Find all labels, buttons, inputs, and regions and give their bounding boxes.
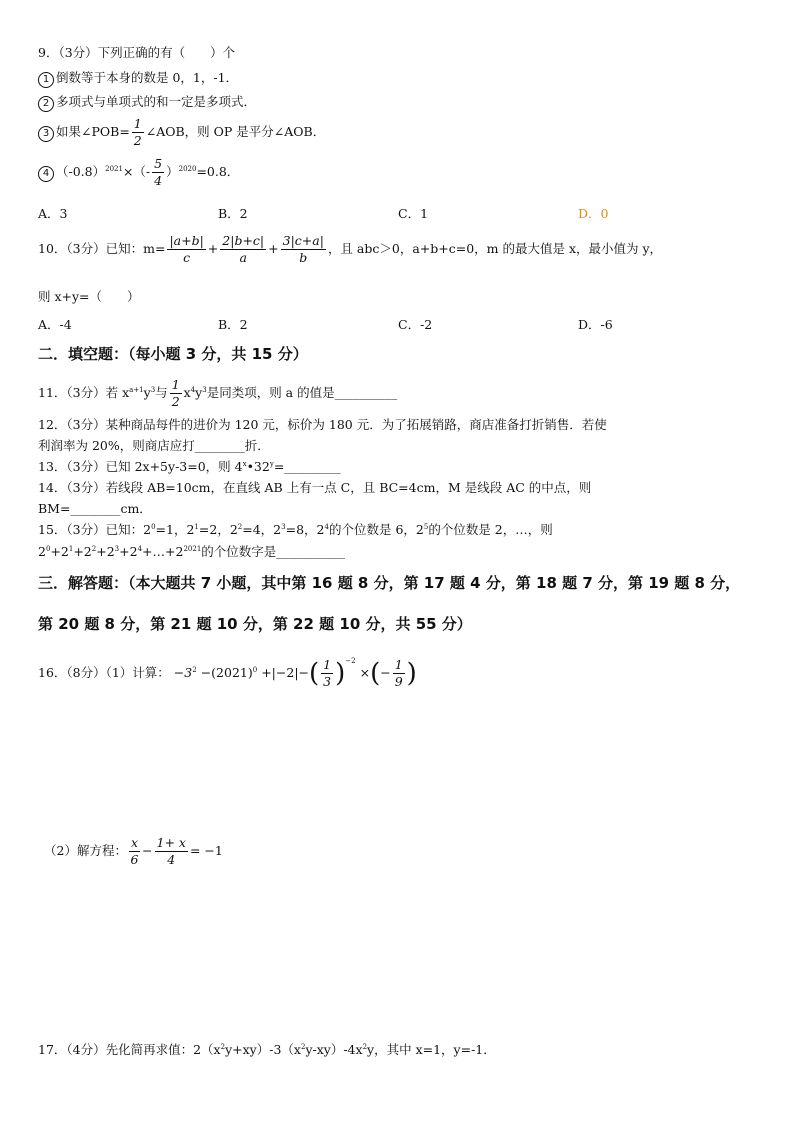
frac-den: c [183, 249, 191, 265]
exponent: 2 [300, 1043, 306, 1051]
circled-number-2: 2 [38, 96, 54, 112]
q9-statement-4 [38, 157, 239, 188]
q10-stem [38, 234, 662, 265]
circled-number-3: 3 [38, 126, 54, 142]
q15-t4: =8，2 [285, 522, 325, 537]
exponent: 3 [281, 523, 286, 531]
q16-part-1 [38, 658, 417, 689]
section-3-heading-line-1: 三．解答题：（本大题共 7 小题，其中第 16 题 8 分，第 17 题 4 分，第 18 题 7 分，第 19 题 8 分， [38, 574, 741, 592]
q16-expr2: − [200, 664, 212, 680]
fraction-one-half [170, 378, 182, 409]
exponent: 3 [114, 545, 120, 553]
circled-number-1: 1 [38, 72, 54, 88]
q11-f: 是同类项，则 a 的值是__________ [206, 384, 398, 400]
q15-line-2 [38, 546, 345, 559]
q10-options [38, 315, 758, 333]
q9-s3-text-b: ∠AOB，则 OP 是平分∠AOB． [145, 123, 326, 139]
q16-part-2-label: （2）解方程： [44, 842, 127, 858]
q16-expr3: +|−2|− [261, 664, 309, 680]
q16-eq-rhs: = −1 [189, 842, 223, 858]
frac-den: 4 [167, 851, 176, 867]
q10-fraction-3 [281, 234, 326, 265]
exponent: 3 [150, 385, 156, 394]
exponent: a+1 [129, 385, 144, 394]
frac-den: 4 [154, 172, 163, 188]
q16-2021: (2021) [211, 664, 253, 680]
frac-den: 2 [133, 132, 142, 148]
q11-d: x [183, 384, 191, 400]
q15-a: 15．（3分）已知：2 [38, 522, 152, 537]
q9-s3-text-a: 如果∠POB= [56, 123, 130, 139]
exponent: 4 [190, 385, 196, 394]
q15-l2-b: +2 [50, 544, 69, 559]
section-2-heading: 二．填空题：（每小题 3 分，共 15 分） [38, 345, 308, 363]
frac-den: 3 [323, 673, 332, 689]
q13-c: =_________ [273, 459, 341, 474]
right-paren: ) [335, 658, 346, 689]
q9-options [38, 204, 758, 222]
exponent: 0 [45, 545, 51, 553]
section-3-heading-line-2: 第 20 题 8 分，第 21 题 10 分，第 22 题 10 分，共 55 分） [38, 615, 472, 633]
exponent: x [242, 460, 247, 468]
q10-stem-b: ，且 abc＞0，a+b+c=0，m 的最大值是 x，最小值为 y， [327, 240, 663, 256]
frac-num: 1 [394, 657, 403, 672]
minus-sign: − [380, 664, 391, 680]
q17-b: y+xy）-3（x [225, 1042, 301, 1057]
q9-option-d[interactable]: D．0 [578, 206, 609, 221]
q9-stem: 9．（3分）下列正确的有（ ）个 [38, 45, 236, 60]
fraction-one-ninth [393, 658, 405, 689]
right-paren: ) [406, 658, 417, 689]
exponent: 2 [192, 665, 197, 674]
exponent: −2 [345, 656, 356, 665]
q15-l2-d: +2 [96, 544, 115, 559]
q9-statement-1 [38, 72, 238, 88]
frac-den: a [239, 249, 247, 265]
q9-statement-2 [38, 96, 256, 112]
q11-b: y [143, 384, 151, 400]
fraction-1px-over-4 [155, 836, 188, 867]
q12-line-2: 利润率为 20%，则商店应打________折． [38, 438, 270, 453]
q15-l2-a: 2 [38, 544, 46, 559]
plus-sign: + [207, 240, 219, 256]
q9-s4-a: （-0.8） [56, 163, 106, 179]
q15-l2-c: +2 [73, 544, 92, 559]
q9-s1-text: 倒数等于本身的数是 0，1，-1． [56, 70, 239, 85]
q15-l2-h: 的个位数字是___________ [201, 544, 346, 559]
q9-s4-d: =0.8． [196, 163, 240, 179]
q11-c: 与 [155, 384, 168, 400]
q15-l2-f: +2 [119, 544, 138, 559]
q17-c: y-xy）-4x [305, 1042, 363, 1057]
q17 [38, 1044, 496, 1057]
frac-num: 1 [323, 657, 332, 672]
q14-line-2: BM=________cm． [38, 501, 152, 516]
fraction-five-quarters [152, 157, 164, 188]
exponent: 4 [324, 523, 329, 531]
q17-a: 17．（4分）先化简再求值：2（x [38, 1042, 221, 1057]
exponent: 2020 [178, 164, 197, 173]
exponent: 2 [91, 545, 97, 553]
q16-part-2 [44, 836, 223, 867]
fraction-one-half [132, 117, 144, 148]
left-paren: ( [309, 658, 320, 689]
q10-option-a[interactable]: A．-4 [38, 317, 72, 332]
exponent: 1 [68, 545, 74, 553]
frac-num: 2|b+c| [222, 233, 265, 248]
q11 [38, 378, 397, 409]
q10-option-c[interactable]: C．-2 [398, 317, 433, 332]
plus-sign: + [268, 240, 279, 256]
exponent: 2 [220, 1043, 226, 1051]
exponent: 5 [423, 523, 429, 531]
q9-s4-b: ×（- [122, 163, 151, 179]
times-sign: × [359, 664, 371, 680]
q9-s2-text: 多项式与单项式的和一定是多项式． [56, 94, 257, 109]
exponent: y [269, 460, 274, 468]
q13 [38, 461, 341, 474]
exponent: 2021 [105, 164, 123, 173]
q12-line-1: 12．（3分）某种商品每件的进价为 120 元，标价为 180 元．为了拓展销路，商店准备打折销售．若使 [38, 417, 607, 432]
frac-num: 1 [171, 377, 180, 392]
q13-a: 13．（3分）已知 2x+5y-3=0，则 4 [38, 459, 243, 474]
q9-option-a[interactable]: A．3 [38, 206, 68, 221]
frac-num: 1 [133, 116, 142, 131]
exponent: 2021 [183, 545, 202, 553]
q10-fraction-1 [167, 234, 205, 265]
exponent: 1 [194, 523, 199, 531]
frac-den: 6 [130, 851, 139, 867]
q17-d: y，其中 x=1，y=-1． [367, 1042, 496, 1057]
q9-statement-3 [38, 117, 325, 148]
frac-num: |a+b| [169, 233, 204, 248]
exponent: 4 [137, 545, 143, 553]
q10-stem-c: 则 x+y=（ ） [38, 289, 140, 304]
q9-option-c[interactable]: C．1 [398, 206, 429, 221]
q16-expr1: −3 [173, 664, 193, 680]
q10-stem-a: 10．（3分）已知：m= [38, 240, 166, 256]
exponent: 0 [151, 523, 156, 531]
q11-a: 11．（3分）若 x [38, 384, 130, 400]
circled-number-4: 4 [38, 166, 54, 182]
q15-l2-g: +…+2 [142, 544, 184, 559]
exponent: 0 [252, 665, 258, 674]
q10-fraction-2 [220, 234, 266, 265]
frac-num: x [130, 835, 139, 850]
q15-line-1 [38, 524, 553, 537]
q15-t5: 的个位数是 6，2 [328, 522, 424, 537]
exponent: 2 [237, 523, 243, 531]
fraction-one-third [321, 658, 333, 689]
frac-num: 5 [154, 156, 163, 171]
q16-label: 16．（8分）（1）计算： [38, 664, 170, 680]
q15-t6: 的个位数是 2，…，则 [428, 522, 553, 537]
frac-num: 3|c+a| [282, 233, 324, 248]
q15-t1: =1，2 [155, 522, 195, 537]
q15-t3: =4，2 [242, 522, 282, 537]
q14-line-1: 14．（3分）若线段 AB=10cm，在直线 AB 上有一点 C，且 BC=4cm，M 是线段 AC 的中点，则 [38, 480, 592, 495]
exponent: 3 [202, 385, 207, 394]
q9-option-b[interactable]: B．2 [218, 206, 248, 221]
exponent: 2 [362, 1043, 368, 1051]
frac-den: 2 [171, 393, 180, 409]
q11-e: y [195, 384, 203, 400]
frac-den: 9 [394, 673, 403, 689]
q15-t2: =2，2 [198, 522, 238, 537]
frac-num: 1+ x [156, 835, 186, 850]
q10-option-b[interactable]: B．2 [218, 317, 248, 332]
q10-option-d[interactable]: D．-6 [578, 317, 613, 332]
fraction-x-over-6 [129, 836, 140, 867]
left-paren: ( [370, 658, 381, 689]
minus-sign: − [142, 842, 153, 858]
q13-b: •32 [246, 459, 270, 474]
q9-s4-c: ） [166, 163, 179, 179]
frac-den: b [299, 249, 308, 265]
